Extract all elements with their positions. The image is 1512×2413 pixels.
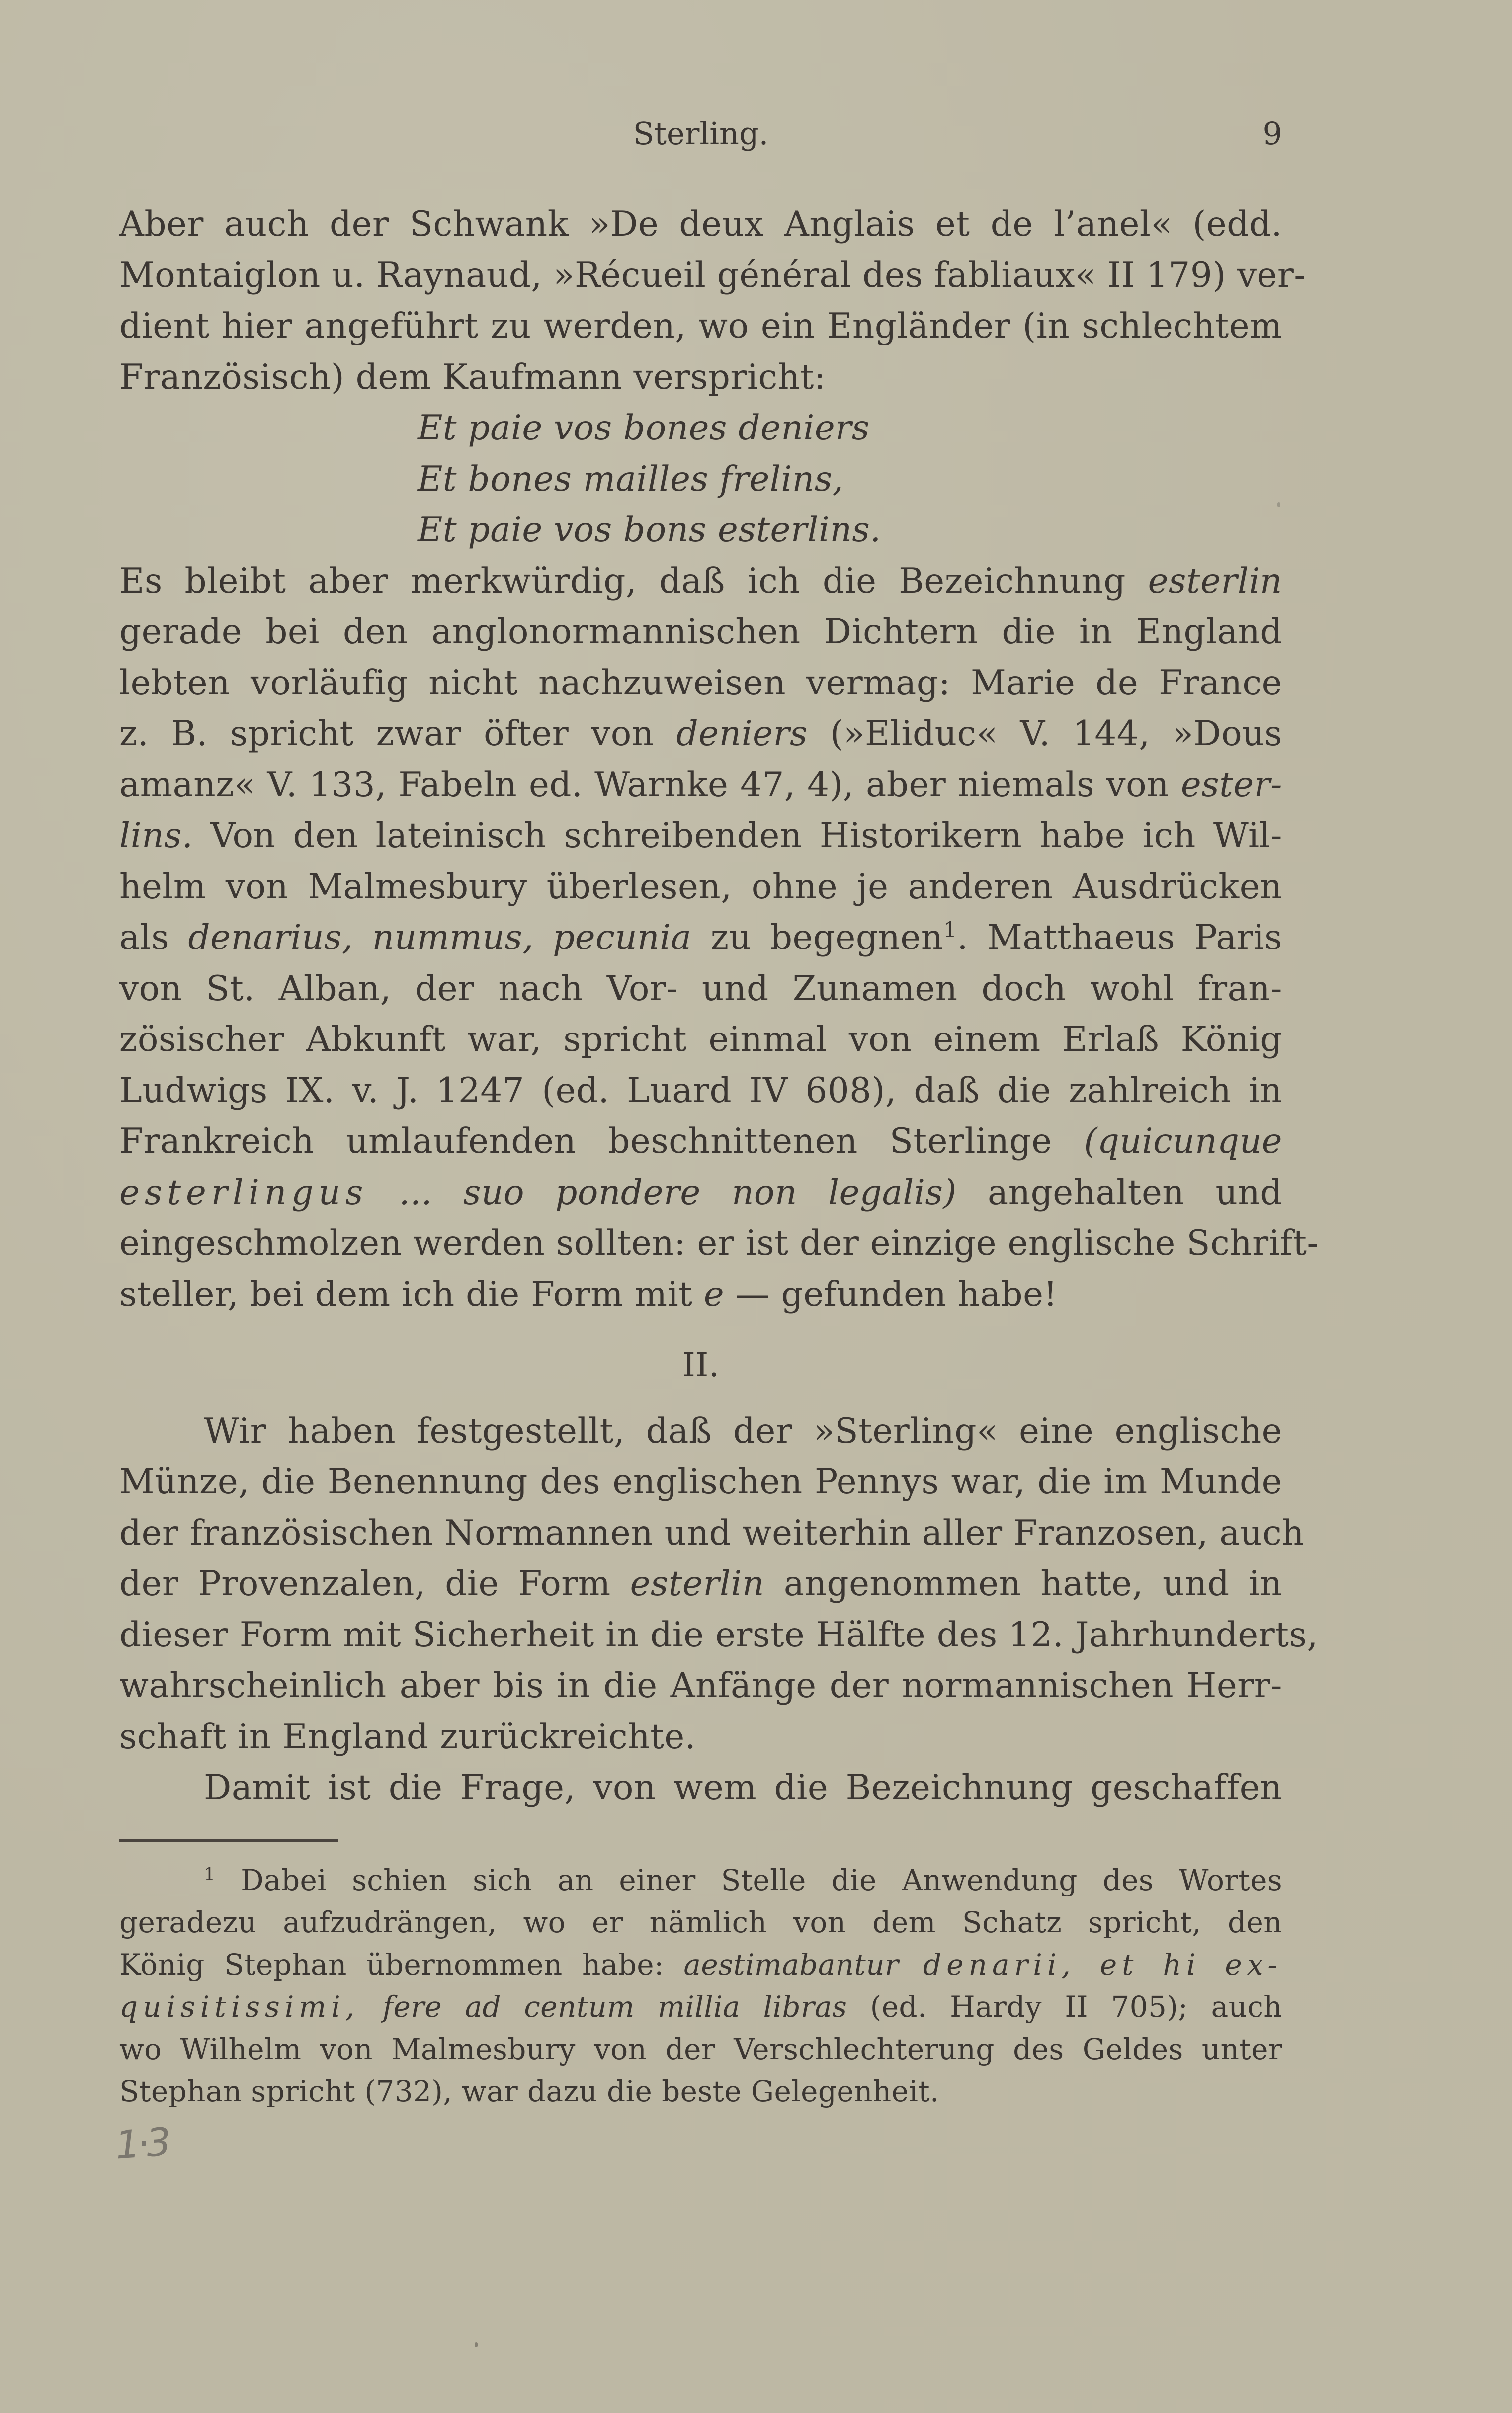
text-line: gerade bei den anglonormannischen Dichtern die in England [119, 612, 1282, 652]
text-run: Frankreich umlaufenden beschnittenen Sterlinge [119, 1121, 1084, 1161]
verse-line: Et paie vos bons esterlins. [418, 510, 881, 550]
text-line [119, 1558, 1282, 1610]
paper-speck [1277, 502, 1280, 507]
italic-term: fere ad centum millia libras [359, 1990, 847, 2024]
text-run: z. B. spricht zwar öfter von [119, 714, 676, 754]
italic-term: (quicunque [1084, 1121, 1282, 1161]
text-run: — gefunden habe! [724, 1274, 1058, 1314]
italic-term: e [703, 1274, 725, 1314]
page-number: 9 [1262, 115, 1282, 152]
text-run: König Stephan übernommen habe: [119, 1948, 684, 1982]
text-line: wahrscheinlich aber bis in die Anfänge der normannischen Herr- [119, 1666, 1282, 1706]
italic-term: deniers [676, 714, 808, 754]
text-run: angehalten und [956, 1172, 1283, 1212]
text-line: zösischer Abkunft war, spricht einmal von einem Erlaß König [119, 1020, 1282, 1059]
text-line: dient hier angeführt zu werden, wo ein Engländer (in schlechtem [119, 306, 1282, 346]
text-line: dieser Form mit Sicherheit in die erste Hälfte des 12. Jahrhunderts, [119, 1615, 1318, 1655]
paper-speck [475, 2342, 478, 2347]
italic-term: denarius, nummus, pecunia [188, 918, 692, 957]
text-line: Französisch) dem Kaufmann verspricht: [119, 357, 826, 397]
footnotes [119, 1859, 1282, 2113]
text-line: von St. Alban, der nach Vor- und Zunamen doch wohl fran- [119, 968, 1282, 1009]
text-line: Ludwigs IX. v. J. 1247 (ed. Luard IV 608), daß die zahlreich in [119, 1070, 1282, 1111]
text-line: eingeschmolzen werden sollten: er ist der einzige englische Schrift- [119, 1223, 1319, 1263]
verse-line: Et bones mailles frelins, [418, 459, 844, 499]
footnote-line [119, 1944, 1282, 1986]
text-run: Von den lateinisch schreibenden Historikern habe ich Wil- [193, 816, 1282, 856]
text-line: lebten vorläufig nicht nachzuweisen vermag: Marie de France [119, 663, 1282, 703]
italic-spaced-term: esterlingus [119, 1172, 368, 1212]
text-line [119, 708, 1282, 760]
text-line: schaft in England zurückreichte. [119, 1717, 696, 1757]
text-run: Es bleibt aber merkwürdig, daß ich die Bezeichnung [119, 561, 1148, 601]
footnote-line: wo Wilhelm von Malmesbury von der Verschlechterung des Geldes unter [119, 2032, 1282, 2066]
text-line: Damit ist die Frage, von wem die Bezeichnung geschaffen [204, 1768, 1282, 1808]
italic-term: lins. [119, 816, 193, 856]
text-run: . Matthaeus Paris [957, 918, 1282, 957]
text-run: amanz« V. 133, Fabeln ed. Warnke 47, 4), aber niemals von [119, 765, 1181, 805]
italic-term: esterlin [630, 1564, 764, 1604]
footnote-line [119, 1859, 1282, 1901]
running-title: Sterling. [633, 115, 769, 152]
footnote-marker: 1 [204, 1864, 216, 1885]
footnote-rule [119, 1839, 338, 1842]
text-run: zu begegnen [691, 918, 943, 957]
text-line: der französischen Normannen und weiterhin aller Franzosen, auch [119, 1513, 1305, 1553]
italic-term: ... suo pondere non legalis) [368, 1172, 957, 1212]
text-line [119, 760, 1282, 811]
text-line [119, 1167, 1282, 1218]
text-run: Dabei schien sich an einer Stelle die Anwendung des Wortes [215, 1863, 1282, 1897]
text-run: angenommen hatte, und in [764, 1564, 1282, 1604]
italic-term: esterlin [1148, 561, 1282, 601]
text-line [119, 1269, 1282, 1320]
text-run: der Provenzalen, die Form [119, 1564, 630, 1604]
italic-term: ester- [1180, 765, 1282, 805]
body-text [119, 199, 1319, 1813]
text-line [119, 912, 1282, 963]
text-run: (»Eliduc« V. 144, »Dous [807, 714, 1282, 754]
running-head [119, 115, 1282, 160]
text-run: (ed. Hardy II 705); auch [847, 1990, 1282, 2024]
text-line [119, 810, 1282, 862]
verse-line: Et paie vos bones deniers [418, 408, 870, 448]
italic-spaced-term: quisitissimi, [119, 1990, 360, 2024]
text-line: Montaiglon u. Raynaud, »Récueil général des fabliaux« II 179) ver- [119, 255, 1306, 295]
handwritten-pencil-note: 1·3 [113, 2120, 170, 2168]
footnote-reference[interactable]: 1 [943, 918, 957, 943]
footnote-line: geradezu aufzudrängen, wo er nämlich von dem Schatz spricht, den [119, 1905, 1282, 1939]
footnote-line: Stephan spricht (732), war dazu die beste Gelegenheit. [119, 2074, 939, 2108]
text-line: Aber auch der Schwank »De deux Anglais et de l’anel« (edd. [119, 204, 1282, 244]
italic-spaced-term: denarii, et hi ex- [899, 1948, 1282, 1982]
text-line: Wir haben festgestellt, daß der »Sterling« eine englische [204, 1411, 1282, 1451]
text-run: steller, bei dem ich die Form mit [119, 1274, 704, 1314]
footnote-line [119, 1986, 1282, 2028]
text-line [119, 1116, 1282, 1167]
italic-term: aestimabantur [683, 1948, 899, 1982]
text-line: Münze, die Benennung des englischen Pennys war, die im Munde [119, 1462, 1282, 1502]
section-heading: II. [682, 1346, 720, 1384]
text-line: helm von Malmesbury überlesen, ohne je anderen Ausdrücken [119, 866, 1282, 907]
text-run: als [119, 918, 188, 957]
text-line [119, 556, 1282, 607]
